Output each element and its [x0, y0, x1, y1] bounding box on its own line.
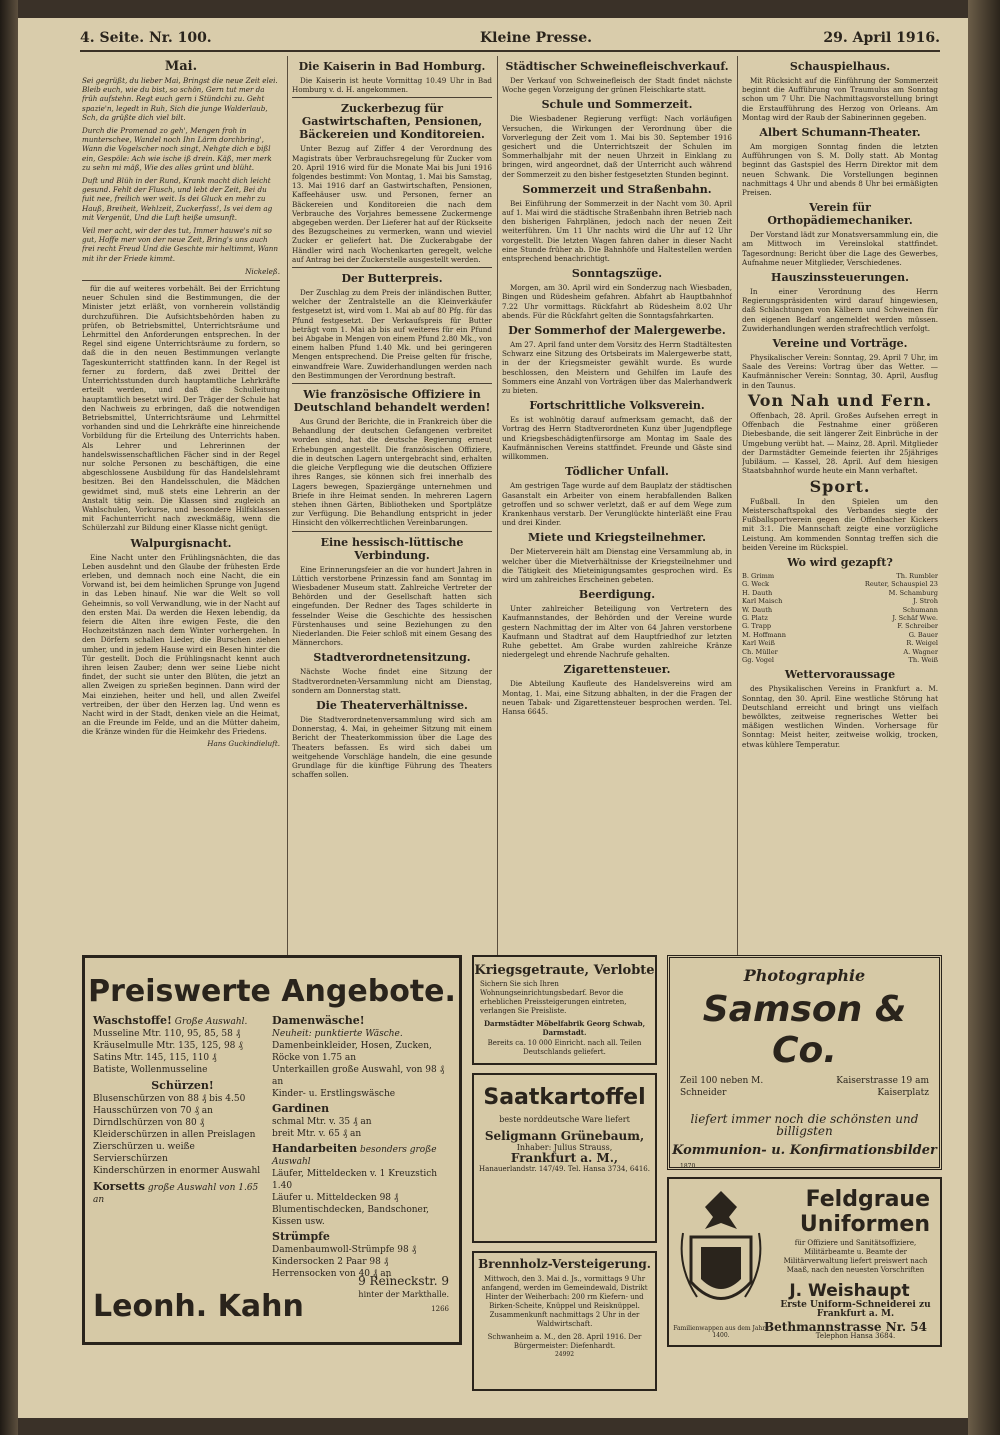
page-edge: [968, 0, 1000, 1435]
ad-body: beste norddeutsche Ware liefert: [499, 1115, 630, 1124]
article-text: Die Kaiserin ist heute Vormittag 10.49 Uhr in Bad Homburg v. d. H. angekommen.: [292, 76, 492, 95]
ad-address: Kaiserstrasse 19 am Kaiserplatz: [836, 1076, 929, 1098]
ad-item: Damenbaumwoll-Strümpfe 98 ₰: [272, 1245, 417, 1255]
ad-item: Kinder- u. Erstlingswäsche: [272, 1089, 396, 1099]
ad-item: Dirndlschürzen von 80 ₰: [93, 1118, 205, 1128]
column-divider: [287, 56, 288, 961]
ad-title: Preiswerte Angebote.: [88, 974, 456, 1009]
article-title: Miete und Kriegsteilnehmer.: [528, 531, 706, 545]
ad-item: Herrensocken von 40 ₰ an: [272, 1269, 392, 1279]
tap-list: [742, 572, 938, 664]
advertisement-section: [82, 955, 942, 1395]
poem-author: Nickeleß.: [245, 266, 280, 276]
ad-item: Satins Mtr. 145, 115, 110 ₰: [93, 1053, 217, 1063]
list-cell: M. Hoffmann: [742, 630, 787, 639]
poem: [82, 76, 280, 263]
article-title: Der Sommerhof der Malergewerbe.: [508, 324, 726, 338]
ad-firm-name: J. Weishaupt: [789, 1281, 910, 1301]
ad-heading: Schürzen!: [151, 1079, 214, 1092]
divider: [292, 383, 492, 384]
column-1: [82, 56, 280, 966]
list-cell: G. Platz: [742, 613, 768, 622]
ad-note: Bereits ca. 10 000 Einricht. nach all. Teilen Deutschlands geliefert.: [487, 1039, 642, 1056]
section-banner: Sport.: [809, 476, 871, 496]
ad-item: Musseline Mtr. 110, 95, 85, 58 ₰: [93, 1029, 241, 1039]
list-cell: W. Dauth: [742, 605, 773, 614]
article-text: Der Mieterverein hält am Dienstag eine Versammlung ab, in welcher über die Mietverhältnisse der Kriegsteilnehmer und die Tätigkeit des Mieteinigungsamtes gesprochen wird. Es wird um zahlreiches Erscheinen gebeten.: [502, 547, 732, 584]
list-cell: G. Bauer: [908, 630, 938, 639]
article-text: Am morgigen Sonntag finden die letzten Aufführungen von S. M. Dolly statt. Ab Montag beginnt das Gastspiel des Herrn Direktor mit dem neuen Schwank. Die Vorstellungen beginnen nachmittags 4 Uhr und abends 8 Uhr bei ermäßigten Preisen.: [742, 142, 938, 198]
list-cell: Karl Maisch: [742, 597, 783, 606]
list-item: [742, 572, 938, 580]
article-text: Mit Rücksicht auf die Einführung der Sommerzeit beginnt die Aufführung von Traumulus am Sonntag schon um 7 Uhr. Die Nachmittagsvorstellung bringt die Erstaufführung des Herzog von Orleans. Am Montag wird der Raub der Sabinerinnen gegeben.: [742, 76, 938, 122]
poem-title: Mai.: [164, 59, 198, 74]
ad-item: Unterkaillen große Auswahl, von 98 ₰ an: [272, 1065, 445, 1087]
ad-left-column: [93, 1015, 272, 1280]
ad-body: liefert immer noch die schönsten und billigsten: [690, 1112, 919, 1138]
divider: [292, 97, 492, 98]
list-item: [742, 639, 938, 647]
ad-body: Sichern Sie sich Ihren Wohnungseinrichtungsbedarf. Bevor die erheblichen Preissteigerungen eintreten, verlangen Sie Preisliste.: [480, 980, 627, 1015]
column-2: [292, 56, 492, 966]
article-title: Der Butterpreis.: [341, 272, 443, 286]
ad-subheading: besonders große Auswahl: [272, 1145, 437, 1167]
ad-address-line: 9 Reineckstr. 9: [358, 1274, 449, 1288]
article-text: für die auf weiteres vorbehält. Bei der Errichtung neuer Schulen sind die Bestimmungen, die der Minister jetzt erläßt, von vornherein vollständig durchzuführen. Die Aufsichtsbehörden haben zu prüfen, ob Betriebsmittel, Unterrichtsräume und Lehrmittel den Anforderungen entsprechen. In der Regel sind eigene Unterrichtsräume zu fordern, so daß die in den neuen Bestimmungen verlangte Tageskunterricht stattfinden kann. In der Regel ist ferner zu fordern, daß zwei Drittel der Unterrichtsstunden durch hauptamtliche Lehrkräfte erteilt werden, und daß die Schulleitung hauptamtlich besetzt wird. Der Träger der Schule hat den Nachweis zu erbringen, daß die notwendigen Betriebsmittel, Unterrichtsräume und Lehrmittel vorhanden sind und die Lehrkräfte eine hinreichende Vorbildung für die Erteilung des Unterrichts haben. Als Lehrer und Lehrerinnen der handelswissenschaftlichen Fächer sind in der Regel nur solche Personen zu beschäftigen, die eine abgeschlossene Ausbildung für das Handelslehramt besitzen. Bei den Handelsschulen, die Mädchen gewidmet sind, muß stets eine Lehrerin an der Anstalt tätig sein. Die Klassen sind zugleich an Wahlschulen, Vorkurse, und besondere Hilfsklassen mit Fachunterricht nach zweckmäßig, wenn die Schülerzahl zur Bildung einer Klasse nicht genügt.: [82, 284, 280, 533]
ad-item: Zierschürzen u. weiße Servierschürzen: [93, 1142, 195, 1164]
article-title: Sommerzeit und Straßenbahn.: [522, 182, 712, 196]
ad-city: Frankfurt a. M.,: [510, 1151, 619, 1165]
ad-heading: Gardinen: [272, 1102, 330, 1115]
article-title: Walpurgisnacht.: [130, 536, 232, 550]
poem-stanza: Durch die Promenad zo geh', Mengen froh in munterschee, Wandel noch Ihn Lärm dorchbring', Wann die Vogelscher noch singt, Nehgte dich e bißl ein, Gespöle: Ach wie ische iß drein. Käß, mer merk zu sehn mi mäß, Wie des alles grünt und blüht.: [82, 126, 272, 172]
article-text: Die Wiesbadener Regierung verfügt: Nach vorläufigen Versuchen, die Wirkungen der Verordnung über die Vorverlegung der Zeit vom 1. Mai bis 30. September 1916 gesichert und die Unterrichtszeit der Schulen im Sommerhalbjahr mit der neuen Uhrzeit in Einklang zu bringen, wird angeordnet, daß der Unterricht auch während der Sommerzeit zu den bisher festgesetzten Stunden beginnt.: [502, 114, 732, 179]
poem-stanza: Veil mer acht, wir der des tut, Immer hauwe's nit so gut, Hoffe mer von der neue Zeit, Bring's uns auch frei recht Freud Und die Geschte mir heltimmt, Wann mit ihr der Friede kimmt.: [82, 226, 279, 263]
divider: [292, 531, 492, 532]
ad-firm-name: Leonh. Kahn: [93, 1289, 304, 1324]
ad-subheading: Große Auswahl.: [174, 1017, 248, 1027]
list-item: [742, 648, 938, 656]
list-cell: M. Schamburg: [888, 588, 938, 597]
list-cell: Schumann: [902, 605, 938, 614]
article-title: Beerdigung.: [578, 588, 656, 602]
list-cell: H. Dauth: [742, 588, 773, 597]
article-text: Offenbach, 28. April. Großes Aufsehen erregt in Offenbach die Festnahme einer größeren Diebesbande, die seit längerer Zeit Einbrüche in der Umgebung verübt hat. — Mainz, 28. April. Mitglieder der Darmstädter Gemeinde feierten ihr 25jähriges Jubiläum. — Kassel, 28. April. Auf dem hiesigen Staatsbahnhof wurde heute ein Mann verhaftet.: [742, 411, 938, 476]
ad-item: Kinderschürzen in enormer Auswahl: [93, 1166, 261, 1176]
article-title: Schule und Sommerzeit.: [541, 98, 693, 112]
list-item: [742, 597, 938, 605]
list-cell: Th. Rumbler: [896, 571, 938, 580]
saatkartoffel-ad: [472, 1073, 657, 1243]
article-text: Der Zuschlag zu dem Preis der inländischen Butter, welcher der Zentralstelle an die Kleinverkäufer festgesetzt ist, wird vom 1. Mai ab auf 80 Pfg. für das Pfund festgesetzt. Der Verkaufspreis für Butter beträgt vom 1. Mai ab bis auf weiteres für ein Pfund bei Abgabe in Mengen von einem Pfund 2.80 Mk., von einem halben Pfund 1.40 Mk. und bei geringeren Mengen entsprechend. Die Preise gelten für frische, einwandfreie Ware. Zuwiderhandlungen werden nach den Bestimmungen der Verordnung bestraft.: [292, 288, 492, 380]
page-date: 29. April 1916.: [823, 30, 940, 46]
list-cell: Karl Weiß: [742, 639, 775, 648]
ad-address: [358, 1274, 449, 1316]
article-text: In einer Verordnung des Herrn Regierungspräsidenten wird darauf hingewiesen, daß Schlachtungen von Kälbern und Schweinen für den eigenen Bedarf angemeldet werden müssen. Zuwiderhandlungen werden strafrechtlich verfolgt.: [742, 287, 938, 333]
page-number: 4. Seite. Nr. 100.: [80, 30, 212, 46]
ad-code: 24992: [554, 1351, 575, 1358]
list-item: [742, 580, 938, 588]
ad-heading: Waschstoffe!: [93, 1014, 172, 1027]
list-item: [742, 622, 938, 630]
ad-body: für Offiziere und Sanitätsoffiziere, Militärbeamte u. Beamte der Militärverwaltung liefert preiswert nach Maaß, nach den neuesten Vorschriften: [783, 1239, 928, 1274]
article-text: Eine Nacht unter den Frühlingsnächten, die das Leben ausdehnt und den Glaube der frühesten Erde erleben, und demnach noch eine Nacht, die ein Vorwand ist, bei dem heimlichen Sprunge von Jugend in das Leben hinauf. Nie war die Welt so voll Geheimnis, so voll Verwandlung, wie in der Nacht auf den ersten Mai. Da werden die Hexen lebendig, da feiern die Alten ihre ewigen Feste, die den Hochzeitstänzen nach dem Winter vorhergehen. In den Dörfern schallen Lieder, die Burschen ziehen umher, und in jedem Hause wird ein Besen hinter die Tür gestellt. Doch die Frühlingsnacht kennt auch ihren leisen Zauber; denn wer seine Liebe nicht findet, der sucht sie unter den Blüten, die jetzt an allen Zweigen zu sprießen beginnen. Dann wird der Mai einziehen, heiter und hell, und allen Zweifel vertreiben, der über den Herzen lag. Und wenn es Nacht wird in der Stadt, denken viele an die Heimat, an die Freunde im Felde, und an die Mütter daheim, die Kränze winden für die Heimkehr des Friedens.: [82, 552, 280, 737]
ad-item: Hausschürzen von 70 ₰ an: [93, 1106, 213, 1116]
article-title: Die Theaterverhältnisse.: [316, 698, 468, 712]
list-cell: G. Weck: [742, 580, 770, 589]
ad-body: Mittwoch, den 3. Mai d. Js., vormittags 9 Uhr anfangend, werden im Gemeindewald, Distrikt Hinter der Weiherbach: 200 rm Kiefern- und Birken-Scheite, Knüppel und Reisknüppel. Zusammenkunft nachmittags 2 Uhr in der Waldwirtschaft.: [481, 1275, 648, 1328]
ad-firm-name: Seligmann Grünebaum,: [484, 1129, 645, 1143]
section-title: Vereine und Vorträge.: [772, 337, 908, 351]
ad-item: Läufer u. Mitteldecken 98 ₰: [272, 1193, 399, 1203]
ad-owner: Inhaber: Julius Strauss,: [516, 1143, 613, 1152]
ad-right-column: [272, 1015, 451, 1280]
poem-stanza: Duft und Blüh in der Rund, Krank macht dich leicht gesund. Fehlt der Flusch, und lebt der Zeit, Bei du fuit nee, freilich wer weit. Is dei Gluck en mehr zu Hauß, Breiheit, Wehlzeit, Zuckerfass!, Is vei dem ag mit Vergenüt, Und die Luft heiße umsunft.: [82, 176, 273, 222]
article-text: Am gestrigen Tage wurde auf dem Bauplatz der städtischen Gasanstalt ein Arbeiter von einem herabfallenden Balken getroffen und so schwer verletzt, daß er auf dem Wege zum Krankenhaus verstarb. Der Verunglückte hinterläßt eine Frau und drei Kinder.: [502, 481, 732, 528]
article-title: Zuckerbezug für Gastwirtschaften, Pensionen, Bäckereien und Konditoreien.: [299, 102, 485, 142]
article-title: Sonntagszüge.: [571, 267, 663, 281]
ad-firm-name: Darmstädter Möbelfabrik Georg Schwab, Darmstadt.: [483, 1019, 646, 1037]
article-text: Am 27. April fand unter dem Vorsitz des Herrn Stadtältesten Schwarz eine Sitzung des Ortsbeirats im Malergewerbe statt, in der der Kriegsmeister gewählt wurde. Es wurde beschlossen, den Meistern und Gehilfen im Laufe des Sommers eine Anzahl von Vorträgen über das Malerhandwerk zu bieten.: [502, 340, 732, 396]
list-item: [742, 589, 938, 597]
ad-item: Damenbeinkleider, Hosen, Zucken, Röcke von 1.75 an: [272, 1041, 432, 1063]
ad-firm-name: Samson & Co.: [702, 989, 907, 1071]
ad-address-sub: hinter der Markthalle.: [358, 1290, 449, 1299]
article-title: Hauszinssteuerungen.: [771, 271, 909, 285]
ad-item: Kräuselmulle Mtr. 135, 125, 98 ₰: [93, 1041, 243, 1051]
brennholz-ad: [472, 1251, 657, 1391]
column-divider: [737, 56, 738, 961]
ad-item: Kindersocken 2 Paar 98 ₰: [272, 1257, 389, 1267]
ad-heading: Handarbeiten: [272, 1142, 358, 1155]
list-cell: A. Wagner: [903, 647, 938, 656]
list-item: [742, 614, 938, 622]
ad-item: breit Mtr. v. 65 ₰ an: [272, 1129, 362, 1139]
ad-item: Batiste, Wollenmusseline: [93, 1065, 208, 1075]
divider: [82, 280, 280, 281]
masthead: Kleine Presse.: [480, 30, 593, 46]
list-cell: R. Weigel: [906, 639, 938, 648]
article-title: Schauspielhaus.: [789, 60, 891, 73]
ad-item: Blusenschürzen von 88 ₰ bis 4.50: [93, 1094, 246, 1104]
family-crest-icon: [677, 1187, 765, 1327]
divider: [292, 267, 492, 268]
newspaper-page: [18, 18, 968, 1418]
ad-title: Saatkartoffel: [483, 1085, 646, 1110]
kahn-ad: [82, 955, 462, 1345]
verlobte-ad: [472, 955, 657, 1065]
ad-item: schmal Mtr. v. 35 ₰ an: [272, 1117, 372, 1127]
list-cell: J. Stroh: [913, 597, 938, 606]
article-text: Eine Erinnerungsfeier an die vor hundert Jahren in Lüttich verstorbene Prinzessin fand am Sonntag im Wiesbadener Museum statt. Zahlreiche Vertreter der Behörden und der Gesellschaft hatten sich eingefunden. Der Redner des Tages schilderte in fesselnder Weise die Geschichte des hessischen Fürstenhauses und seine Beziehungen zu den Niederlanden. Die Feier schloß mit einem Gesang des Männerchors.: [292, 564, 492, 648]
section-banner: Von Nah und Fern.: [747, 390, 933, 410]
list-item: [742, 631, 938, 639]
article-author: Hans Guckindieluft.: [207, 738, 280, 748]
list-cell: B. Grimm: [742, 571, 775, 580]
article-text: Nächste Woche findet eine Sitzung der Stadtverordneten-Versammlung nicht am Dienstag, sondern am Donnerstag statt.: [292, 667, 492, 695]
article-title: Stadtverordnetensitzung.: [313, 651, 471, 665]
list-cell: J. Schäf Wwe.: [892, 613, 938, 622]
article-text: Die Abteilung Kaufleute des Handelsvereins wird am Montag, 1. Mai, eine Sitzung abhalten, in der die Fragen der neuen Tabak- und Zigarettensteuer besprochen werden. Tel. Hansa 6645.: [502, 679, 732, 716]
ad-code: 1870: [680, 1163, 696, 1170]
article-text: Morgen, am 30. April wird ein Sonderzug nach Wiesbaden, Bingen und Rüdesheim gefahren. Abfahrt ab Hauptbahnhof 7.22 Uhr vormittags. Rückfahrt ab Rüdesheim 8.02 Uhr abends. Für die Rückfahrt gelten die Sonntagsfahrkarten.: [502, 283, 732, 320]
list-cell: F. Schreiber: [897, 622, 938, 631]
poem-stanza: Sei gegrüßt, du lieber Mai, Bringst die neue Zeit elei. Bleib euch, wie du bist, so schön, Gern tut mer da früh aufstehn. Regt euch gern i Stündchi zu. Geht spazie'n, legedt in Ruh, Sich die junge Walderlaub, Sch, da grüßte dich viel bilt.: [82, 76, 278, 122]
list-item: [742, 656, 938, 664]
ad-subheading: große Auswahl von 1.65 an: [93, 1183, 259, 1205]
ad-columns: [85, 1015, 459, 1280]
ad-heading: Damenwäsche!: [272, 1014, 365, 1027]
ad-address: Bethmannstrasse Nr. 54: [764, 1320, 927, 1334]
article-text: Es ist wohlnötig darauf aufmerksam gemacht, daß der Vortrag des Herrn Stadtverordneten Kunz über Jugendpflege und Kriegsbeschädigtenfürsorge am Montag im Saale des Kaufmännischen Vereins stattfindet. Freunde und Gäste sind willkommen.: [502, 415, 732, 462]
article-text: Unter zahlreicher Beteiligung von Vertretern des Kaufmannstandes, der Behörden und der Vereine wurde gestern Nachmittag der im Alter von 64 Jahren verstorbene Kaufmann und Stadtrat auf dem Hauptfriedhof zur letzten Ruhe gebettet. Am Grabe wurden zahlreiche Kränze niedergelegt und ehrende Nachrufe gehalten.: [502, 604, 732, 660]
article-title: Fortschrittliche Volksverein.: [529, 399, 705, 413]
list-item: [742, 606, 938, 614]
ad-heading: Strümpfe: [272, 1230, 330, 1243]
ad-title: Feldgraue Uniformen: [799, 1187, 930, 1237]
ad-item: Läufer, Mitteldecken v. 1 Kreuzstich 1.40: [272, 1169, 438, 1191]
article-title: Städtischer Schweinefleischverkauf.: [505, 60, 729, 73]
article-text: des Physikalischen Vereins in Frankfurt a. M. Sonntag, den 30. April. Eine westliche Störung hat Deutschland erreicht und bringt uns vielfach bewölktes, zeitweise regnerisches Wetter bei mäßigen westlichen Winden. Vorhersage für Sonntag: Meist heiter, zeitweise wolkig, trocken, etwas kühlere Temperatur.: [742, 684, 938, 749]
ad-sign: Schwanheim a. M., den 28. April 1916. Der Bürgermeister: Diefenhardt.: [487, 1333, 642, 1350]
ad-heading: Korsetts: [93, 1180, 145, 1193]
article-title: Wie französische Offiziere in Deutschland behandelt werden!: [293, 388, 491, 415]
article-text: Der Verkauf von Schweinefleisch der Stadt findet nächste Woche gegen Vorzeigung der grünen Fleischkarte statt.: [502, 76, 732, 95]
ad-title: Brennholz-Versteigerung.: [478, 1257, 651, 1271]
ad-sub: Erste Uniform-Schneiderei zu Frankfurt a. M.: [780, 1300, 931, 1319]
article-text: Unter Bezug auf Ziffer 4 der Verordnung des Magistrats über Verbrauchsregelung für Zucker vom 20. April 1916 wird für die Monate Mai bis Juni 1916 folgendes bestimmt: Von Montag, 1. Mai bis Samstag, 13. Mai 1916 darf an Gastwirtschaften, Pensionen, Kaffeehäuser usw. und Personen, ferner an Bäckereien und Konditoreien die nach dem Verbrauche des Vorjahres bemessene Zuckermenge abgegeben werden. Der Lieferer hat auf der Rückseite des Bezugscheines zu vermerken, wann und wieviel Zucker er geliefert hat. Die Zuckerabgabe der Händler wird nach Wochenkarten geregelt, welche auf Antrag bei der Zuckerstelle ausgestellt werden.: [292, 144, 492, 264]
column-divider: [497, 56, 498, 961]
article-text: Der Vorstand lädt zur Monatsversammlung ein, die am Mittwoch im Vereinslokal stattfindet. Tagesordnung: Bericht über die Lage des Gewerbes, Aufnahme neuer Mitglieder, Verschiedenes.: [742, 230, 938, 267]
column-4: [742, 56, 938, 966]
list-cell: Th. Weiß: [908, 655, 938, 664]
ad-address: Zeil 100 neben M. Schneider: [680, 1076, 764, 1098]
ad-code: 1266: [431, 1305, 449, 1313]
article-title: Die Kaiserin in Bad Homburg.: [298, 60, 486, 73]
article-title: Verein für Orthopädiemechaniker.: [767, 201, 913, 228]
section-title: Wettervoraussage: [784, 668, 896, 682]
article-text: Bei Einführung der Sommerzeit in der Nacht vom 30. April auf 1. Mai wird die städtische Straßenbahn ihren Betrieb nach den bisherigen Fahrplänen, jedoch nach der neuen Zeit weiterführen. Um 11 Uhr nachts wird die Uhr auf 12 Uhr vorgestellt. Die letzten Wagen fahren daher in dieser Nacht eine Stunde früher ab. Die Bahnhöfe und Haltestellen werden entsprechend benachrichtigt.: [502, 198, 732, 264]
section-title: Wo wird gezapft?: [787, 555, 893, 569]
article-text: Physikalischer Verein: Sonntag, 29. April 7 Uhr, im Saale des Vereins: Vortrag über das Wetter. — Kaufmännischer Verein: Sonntag, 30. April, Ausflug in den Taunus.: [742, 353, 938, 390]
article-title: Tödlicher Unfall.: [565, 465, 669, 479]
article-title: Eine hessisch-lüttische Verbindung.: [320, 535, 464, 562]
article-title: Albert Schumann-Theater.: [759, 126, 921, 140]
weishaupt-ad: [667, 1177, 942, 1347]
ad-telephone: Telephon Hansa 3684.: [815, 1332, 896, 1340]
ad-item: Blumentischdecken, Bandschoner, Kissen usw.: [272, 1205, 430, 1227]
ad-address: Hanauerlandstr. 147/49. Tel. Hansa 3734, 6416.: [479, 1165, 650, 1173]
crest-caption: Familienwappen aus dem Jahre 1400.: [673, 1325, 769, 1339]
ad-title: Kriegsgetraute, Verlobte: [474, 963, 655, 978]
article-title: Zigarettensteuer.: [563, 663, 671, 677]
article-text: Fußball. In den Spielen um den Meisterschaftspokal des Verbandes siegte der Fußballsportverein gegen die Offenbacher Kickers mit 3:1. Die Mannschaft zeigte eine vorzügliche Leistung. Am kommenden Sonntag treffen sich die beiden Vereine im Rückspiel.: [742, 496, 938, 552]
column-3: [502, 56, 732, 966]
list-cell: Ch. Müller: [742, 647, 778, 656]
list-cell: G. Trapp: [742, 622, 772, 631]
ad-item: Kleiderschürzen in allen Preislagen: [93, 1130, 256, 1140]
ad-addresses: [670, 1075, 939, 1099]
article-text: Die Stadtverordnetenversammlung wird sich am Donnerstag, 4. Mai, in geheimer Sitzung mit einem Bericht der Theaterkommission über die Lage des Theaters befassen. Es wird sich dabei um weitgehende Vorschläge handeln, die eine gesunde Grundlage für die künftige Führung des Theaters schaffen sollen.: [292, 714, 492, 780]
list-cell: Reuter, Schauspiel 23: [864, 580, 938, 589]
book-binding: [0, 0, 18, 1435]
list-cell: Gg. Vogel: [742, 655, 775, 664]
ad-body-emphasis: Kommunion- u. Konfirmationsbilder: [672, 1143, 937, 1158]
samson-ad: [667, 955, 942, 1170]
ad-title: Photographie: [743, 966, 866, 985]
article-text: Aus Grund der Berichte, die in Frankreich über die Behandlung der deutschen Gefangenen verbreitet worden sind, hat die deutsche Regierung erneut Erhebungen angestellt. Die französischen Offiziere, die in deutschen Lagern untergebracht sind, erhalten die gleiche Verpflegung wie die deutschen Offiziere ihres Ranges, sie können sich frei innerhalb des Lagers bewegen, Spaziergänge unternehmen und Briefe in ihre Heimat senden. In mehreren Lagern stehen ihnen Gärten, Bibliotheken und Sportplätze zur Verfügung. Die Behandlung entspricht in jeder Hinsicht den völkerrechtlichen Vereinbarungen.: [292, 417, 492, 528]
ad-subheading: Neuheit: punktierte Wäsche.: [272, 1029, 403, 1039]
page-header: [80, 28, 940, 52]
